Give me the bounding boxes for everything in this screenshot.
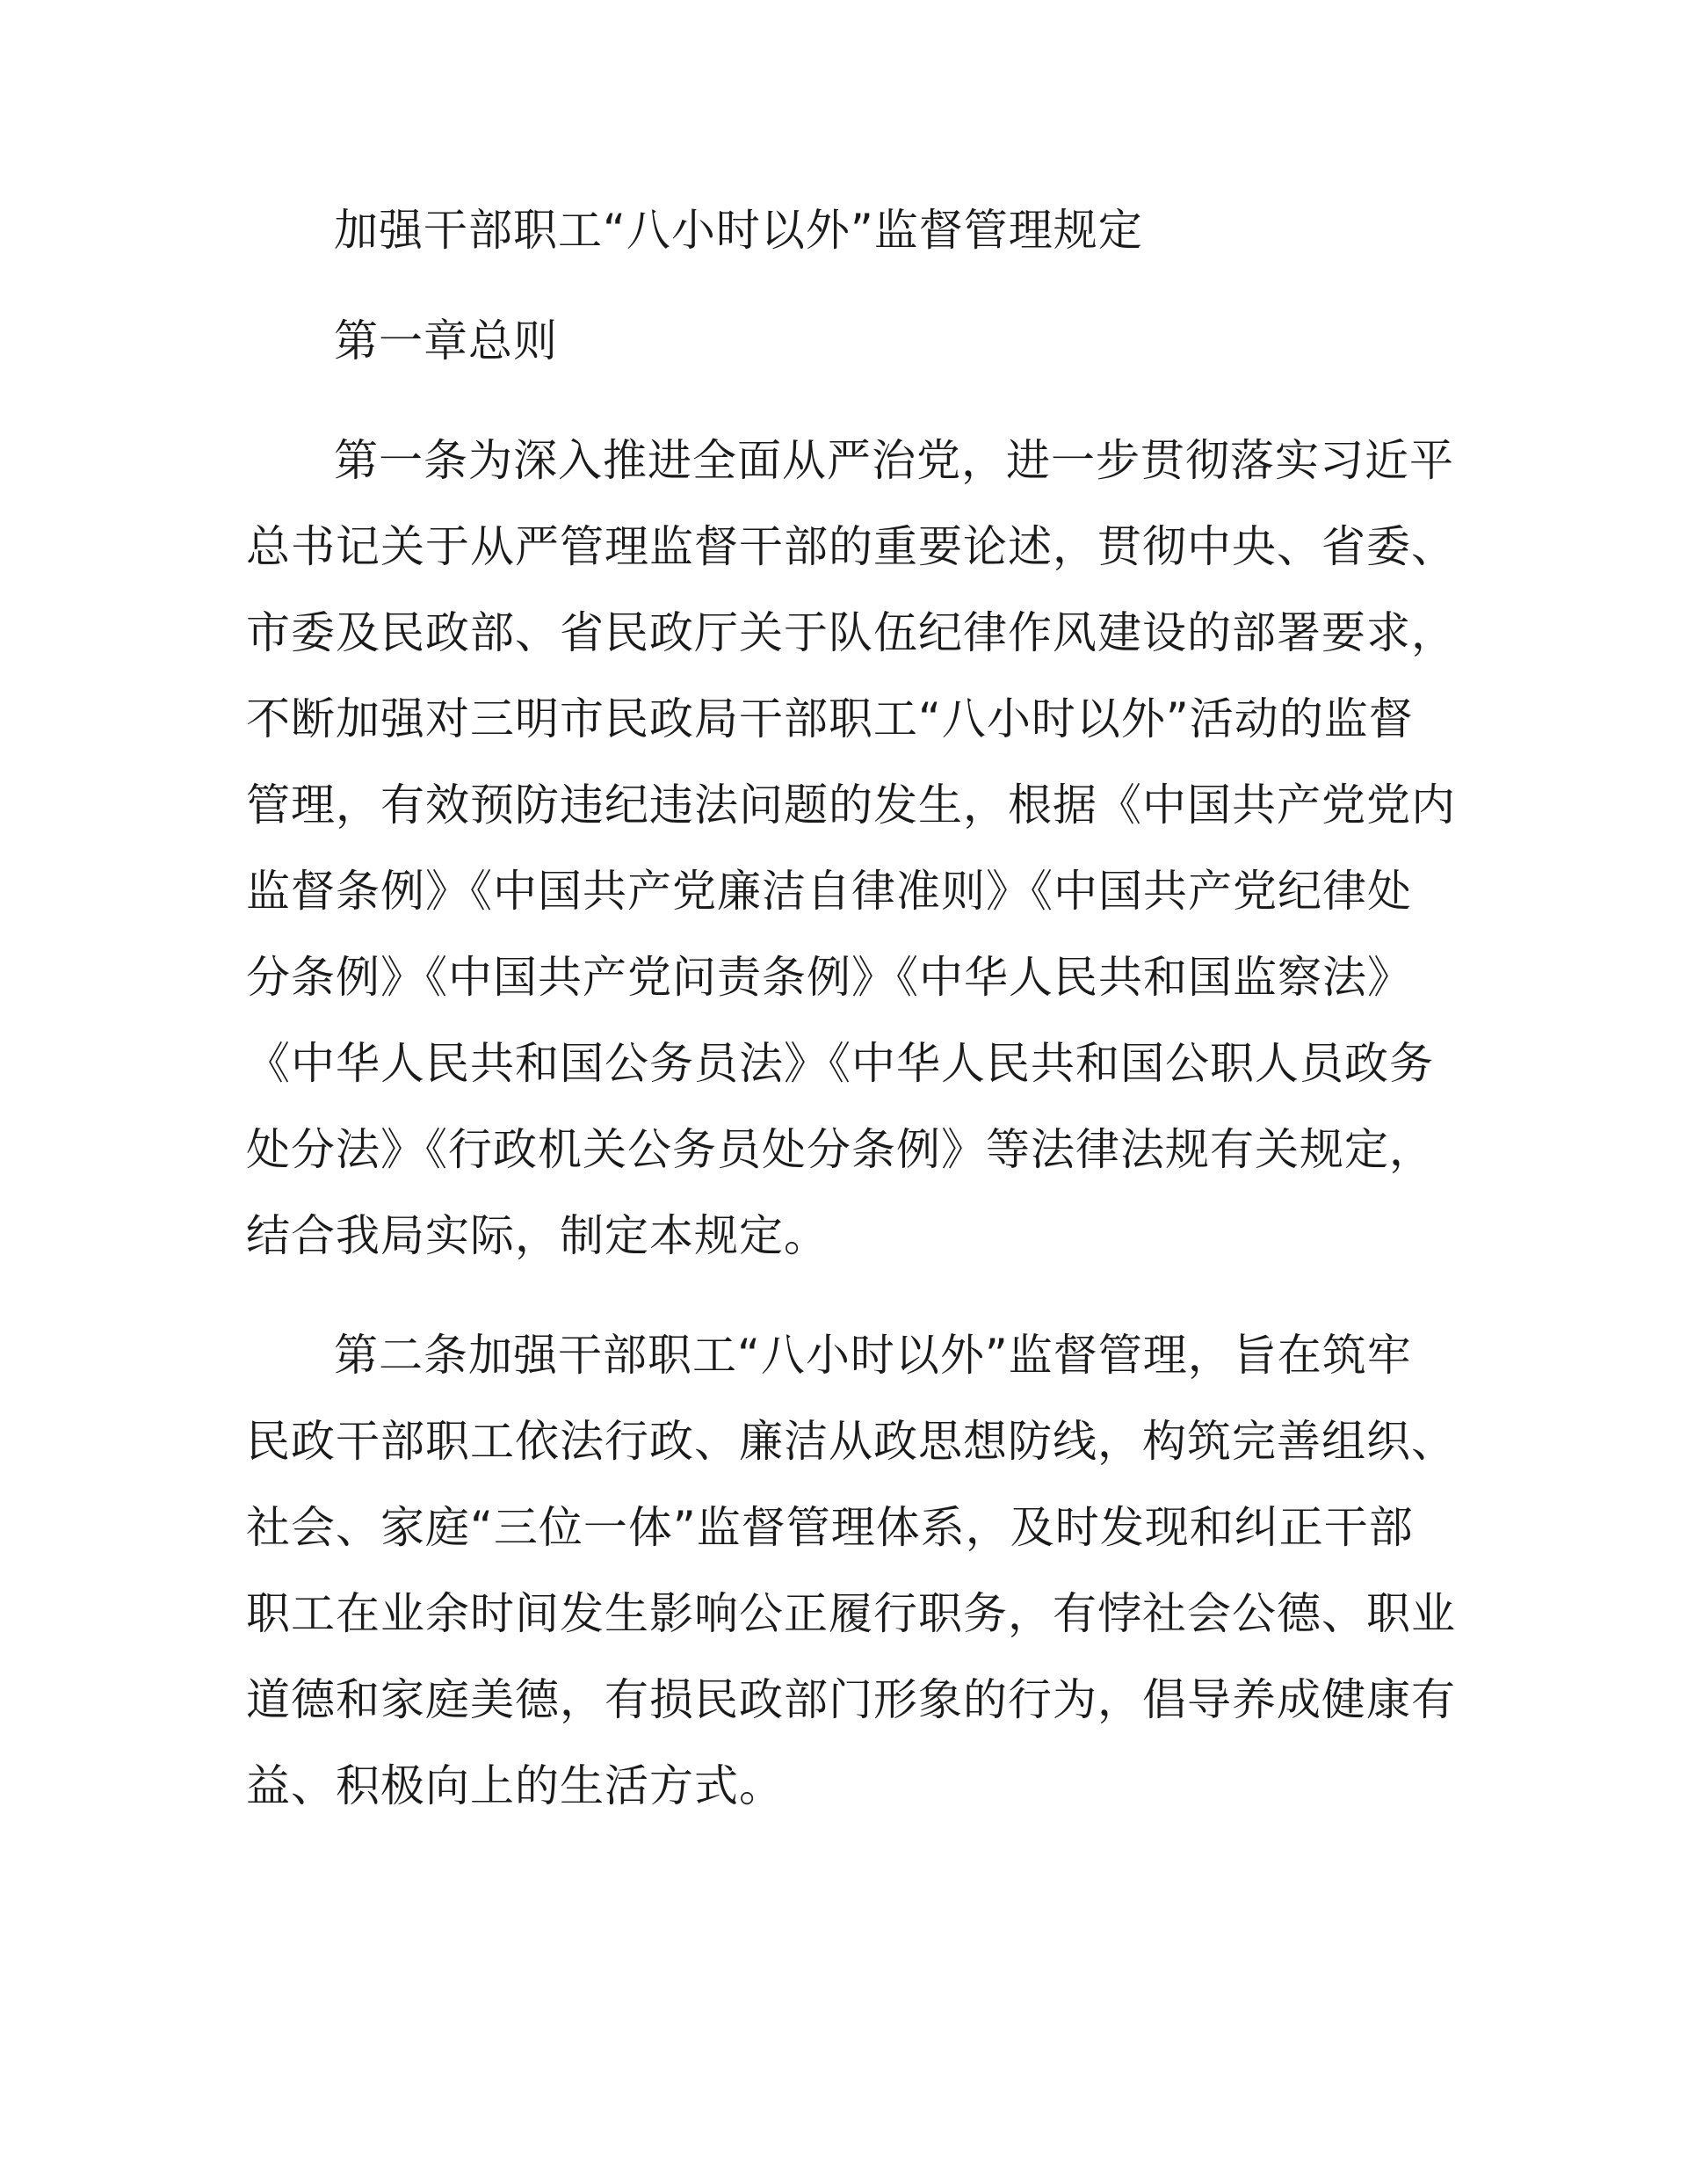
paragraph-line: 不断加强对三明市民政局干部职工“八小时以外”活动的监督	[246, 693, 1414, 744]
paragraph-line: 监督条例》《中国共产党廉洁自律准则》《中国共产党纪律处	[246, 866, 1412, 917]
paragraph-line: 职工在业余时间发生影响公正履行职务，有悖社会公德、职业	[246, 1588, 1456, 1639]
paragraph-line: 第二条加强干部职工“八小时以外”监督管理，旨在筑牢	[334, 1330, 1412, 1381]
paragraph-line: 市委及民政部、省民政厅关于队伍纪律作风建设的部署要求，	[246, 607, 1456, 658]
paragraph-line: 处分法》《行政机关公务员处分条例》等法律法规有关规定，	[246, 1124, 1434, 1175]
paragraph-line: 结合我局实际，制定本规定。	[246, 1210, 829, 1261]
paragraph-line: 《中华人民共和国公务员法》《中华人民共和国公职人员政务	[246, 1038, 1434, 1089]
document-title: 加强干部职工“八小时以外”监督管理规定	[334, 205, 1143, 256]
paragraph-line: 总书记关于从严管理监督干部的重要论述，贯彻中央、省委、	[246, 521, 1456, 572]
paragraph-line: 管理，有效预防违纪违法问题的发生，根据《中国共产党党内	[246, 780, 1456, 831]
paragraph-line: 社会、家庭“三位一体”监督管理体系，及时发现和纠正干部	[246, 1502, 1414, 1553]
paragraph-line: 民政干部职工依法行政、廉洁从政思想防线，构筑完善组织、	[246, 1416, 1456, 1467]
paragraph-line: 益、积极向上的生活方式。	[246, 1760, 784, 1811]
paragraph-line: 分条例》《中国共产党问责条例》《中华人民共和国监察法》	[246, 952, 1412, 1003]
chapter-heading: 第一章总则	[334, 316, 558, 366]
paragraph-line: 第一条为深入推进全面从严治党，进一步贯彻落实习近平	[334, 435, 1454, 486]
paragraph-line: 道德和家庭美德，有损民政部门形象的行为，倡导养成健康有	[246, 1674, 1456, 1725]
